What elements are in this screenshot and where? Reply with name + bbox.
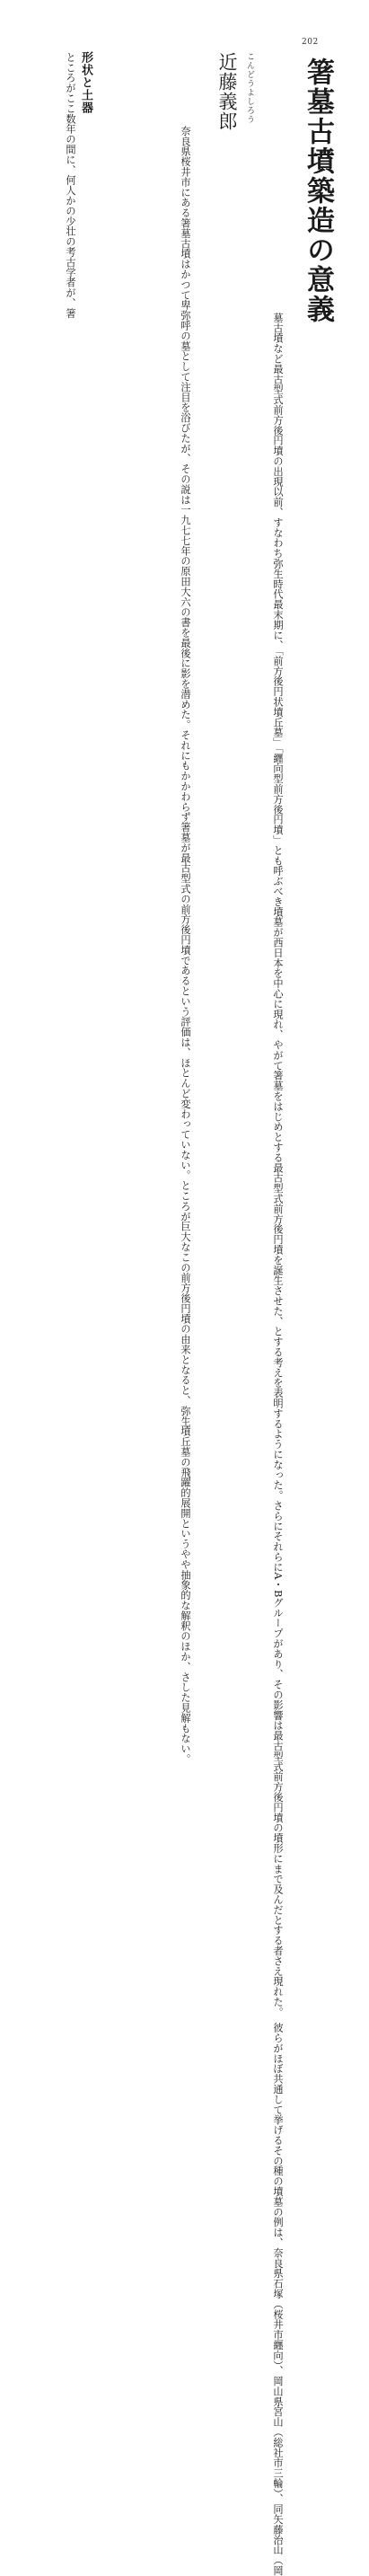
article-title: 箸墓古墳築造の意義	[302, 57, 334, 324]
section-heading: 形状と土器	[79, 51, 92, 114]
continued-paragraph: 墓古墳など最古型式前方後円墳の出現以前、すなわち弥生時代最末期に、「前方後円状墳丘墓」「纒向型前方後円墳」とも呼ぶべき墳墓が西日本を中心に現れ、やがて箸墓をはじめとする最古型式前方後円墳を誕生させた、とする考えを表明するようになった。さらにそれらにA・Bグループがあり、その影響は最古型式前方後円墳の墳形にまで及んだとする者さえ現れた。 彼らがほぼ共通して挙げるその種の墳墓の例は、奈良県石塚（桜井市纒向）、岡山県宮山（総社市三輪）、同矢藤治山（岡	[272, 313, 284, 2576]
page-number: 202	[302, 38, 319, 47]
author-ruby: こんどうよしろう	[245, 52, 254, 124]
intro-paragraph: 奈良県桜井市にある箸墓古墳はかつて卑弥呼の墓として注目を浴びたが、その説は一九七七年の原田大六の書を最後に影を潜めた。それにもかかわらず箸墓が最古型式の前方後円墳であるという評価は、ほとんど変わっていない。ところが巨大なこの前方後円墳の由来となると、弥生墳丘墓の飛躍的展開というやや抽象的な解釈のほか、さした見解もない。	[180, 126, 191, 1764]
section-opening-paragraph: ところがここ数年の間に、何人かの少壮の考古学者が、箸	[65, 52, 76, 319]
author-name: 近藤義郎	[216, 52, 238, 131]
